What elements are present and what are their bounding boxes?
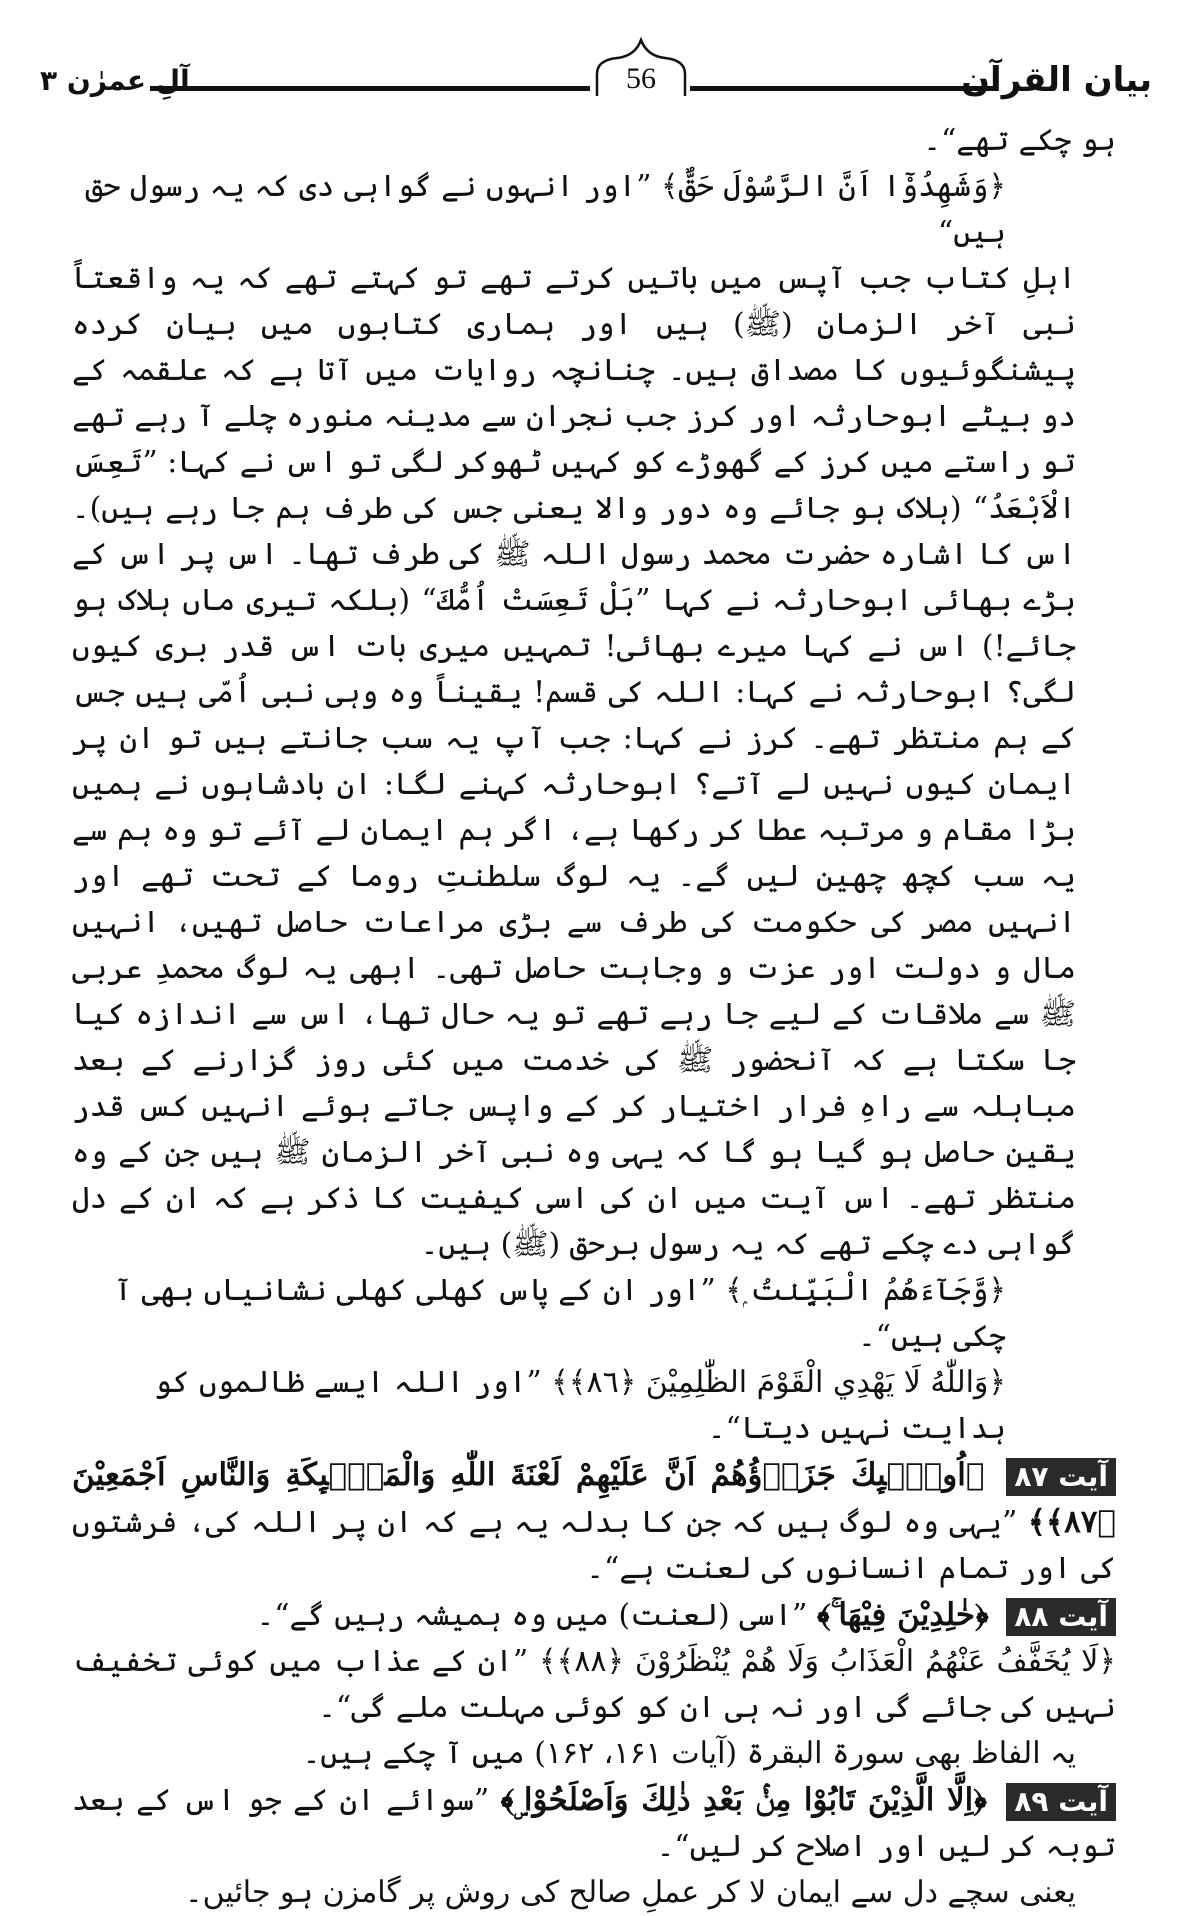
page-header bbox=[40, 38, 1152, 108]
header-rule-right bbox=[690, 86, 995, 91]
commentary-paragraph: اہلِ کتاب جب آپس میں باتیں کرتے تھے تو کہتے تھے کہ یہ واقعتاً نبی آخر الزمان (ﷺ) ہیں اور ہماری کتابوں میں بیان کردہ پیشنگوئیوں کا مصداق ہیں۔ چنانچہ روایات میں آتا ہے کہ علقمہ کے دو بیٹے ابوحارثہ اور کرز جب نجران سے مدینہ منورہ چلے آ رہے تھے تو راستے میں کرز کے گھوڑے کو کہیں ٹھوکر لگی تو اس نے کہا: ”تَعِسَ الْاَبْعَدُ“ (ہلاک ہو جائے وہ دور والا یعنی جس کی طرف ہم جا رہے ہیں)۔ اس کا اشارہ حضرت محمد رسول اللہ ﷺ کی طرف تھا۔ اس پر اس کے بڑے بھائی ابوحارثہ نے کہا ”بَلْ تَعِسَتْ اُمُّكَ“ (بلکہ تیری ماں ہلاک ہو جائے!) اس نے کہا میرے بھائی! تمہیں میری بات اس قدر بری کیوں لگی؟ ابوحارثہ نے کہا: اللہ کی قسم! یقیناً وہ وہی نبی اُمّی ہیں جس کے ہم منتظر تھے۔ کرز نے کہا: جب آپ یہ سب جانتے ہیں تو ان پر ایمان کیوں نہیں لے آتے؟ ابوحارثہ کہنے لگا: ان بادشاہوں نے ہمیں بڑا مقام و مرتبہ عطا کر رکھا ہے، اگر ہم ایمان لے آئے تو وہ ہم سے یہ سب کچھ چھین لیں گے۔ یہ لوگ سلطنتِ روما کے تحت تھے اور انہیں مصر کی حکومت کی طرف سے بڑی مراعات حاصل تھیں، انہیں مال و دولت اور عزت و وجاہت حاصل تھی۔ ابھی یہ لوگ محمدِ عربی ﷺ سے ملاقات کے لیے جا رہے تھے تو یہ حال تھا، اس سے اندازہ کیا جا سکتا ہے کہ آنحضور ﷺ کی خدمت میں کئی روز گزارنے کے بعد مباہلہ سے راہِ فرار اختیار کر کے واپس جاتے ہوئے انہیں کس قدر یقین حاصل ہو گیا ہو گا کہ یہی وہ نبی آخر الزمان ﷺ ہیں جن کے وہ منتظر تھے۔ اس آیت میں ان کی اسی کیفیت کا ذکر ہے کہ ان کے دل گواہی دے چکے تھے کہ یہ رسول برحق (ﷺ) ہیں۔ bbox=[72, 261, 1076, 1262]
text-line: یہ الفاظ بھی سورۃ البقرۃ (آیات ۱۶۱، ۱۶۲) میں آ چکے ہیں۔ bbox=[302, 1736, 1076, 1771]
text-line: ہو چکے تھے“۔ bbox=[923, 123, 1116, 158]
book-title: بیان القرآن bbox=[961, 60, 1152, 100]
ayah-88-arabic: ﴿خٰلِدِيْنَ فِيْهَا ۚ﴾ bbox=[816, 1597, 989, 1633]
ayah-quote-line: ﴿لَا يُخَفَّفُ عَنْهُمُ الْعَذَابُ وَلَا هُمْ يُنْظَرُوْنَ ﴿٨٨﴾﴾ ”ان کے عذاب میں کوئی تخفیف نہیں کی جائے گی اور نہ ہی ان کو کوئی مہلت ملے گی“۔ bbox=[72, 1644, 1116, 1725]
ayah-87-block bbox=[72, 1452, 1116, 1592]
ayah-88-label: آیت ۸۸ bbox=[1006, 1598, 1116, 1636]
ayah-88-translation: ”اسی (لعنت) میں وہ ہمیشہ رہیں گے“۔ bbox=[256, 1598, 808, 1633]
ayah-87-translation: ”یہی وہ لوگ ہیں کہ جن کا بدلہ یہ ہے کہ ان پر اللہ کی، فرشتوں کی اور تمام انسانوں کی لعنت ہے“۔ bbox=[72, 1505, 1116, 1586]
commentary-body bbox=[72, 118, 1116, 1916]
ayah-quote-line: ﴿وَّجَآءَهُمُ الْبَيِّنٰتُ ۭ﴾ ”اور ان کے پاس کھلی کھلی نشانیاں بھی آ چکی ہیں“۔ bbox=[114, 1273, 1006, 1354]
header-rule-left bbox=[150, 86, 590, 91]
ayah-quote-line: ﴿وَاللّٰهُ لَا يَهْدِي الْقَوْمَ الظّٰلِمِيْنَ ﴿٨٦﴾﴾ ”اور اللہ ایسے ظالموں کو ہدایت نہیں دیتا“۔ bbox=[154, 1365, 1006, 1446]
page-number: 56 bbox=[626, 62, 656, 95]
ayah-89-block bbox=[72, 1777, 1116, 1870]
ayah-quote-line: ﴿وَشَهِدُوْٓا اَنَّ الرَّسُوْلَ حَقٌّ﴾ ”اور انہوں نے گواہی دی کہ یہ رسول حق ہیں“ bbox=[85, 169, 1006, 250]
surah-name: آلِ عمرٰن ۳ bbox=[40, 64, 190, 97]
page-number-badge bbox=[595, 38, 687, 100]
ayah-89-translation: ”سوائے ان کے جو اس کے بعد توبہ کر لیں اور اصلاح کر لیں“۔ bbox=[72, 1783, 1116, 1864]
ayah-89-arabic: ﴿اِلَّا الَّذِيْنَ تَابُوْا مِنْۢ بَعْدِ ذٰلِكَ وَاَصْلَحُوْا ۣ﴾ bbox=[500, 1782, 987, 1818]
ayah-87-label: آیت ۸۷ bbox=[1006, 1458, 1116, 1496]
ayah-88-block bbox=[72, 1592, 1116, 1639]
ayah-87-arabic: ﴿اُولٰۗىِٕكَ جَزَاۗؤُهُمْ اَنَّ عَلَيْهِمْ لَعْنَةَ اللّٰهِ وَالْمَلٰۗىِٕكَةِ وَالنَّاسِ اَجْمَعِيْنَ ﴿٨٧﴾﴾ bbox=[72, 1457, 1116, 1540]
text-line: یعنی سچے دل سے ایمان لا کر عملِ صالح کی روش پر گامزن ہو جائیں۔ bbox=[184, 1875, 1076, 1910]
ayah-89-label: آیت ۸۹ bbox=[1006, 1783, 1116, 1821]
